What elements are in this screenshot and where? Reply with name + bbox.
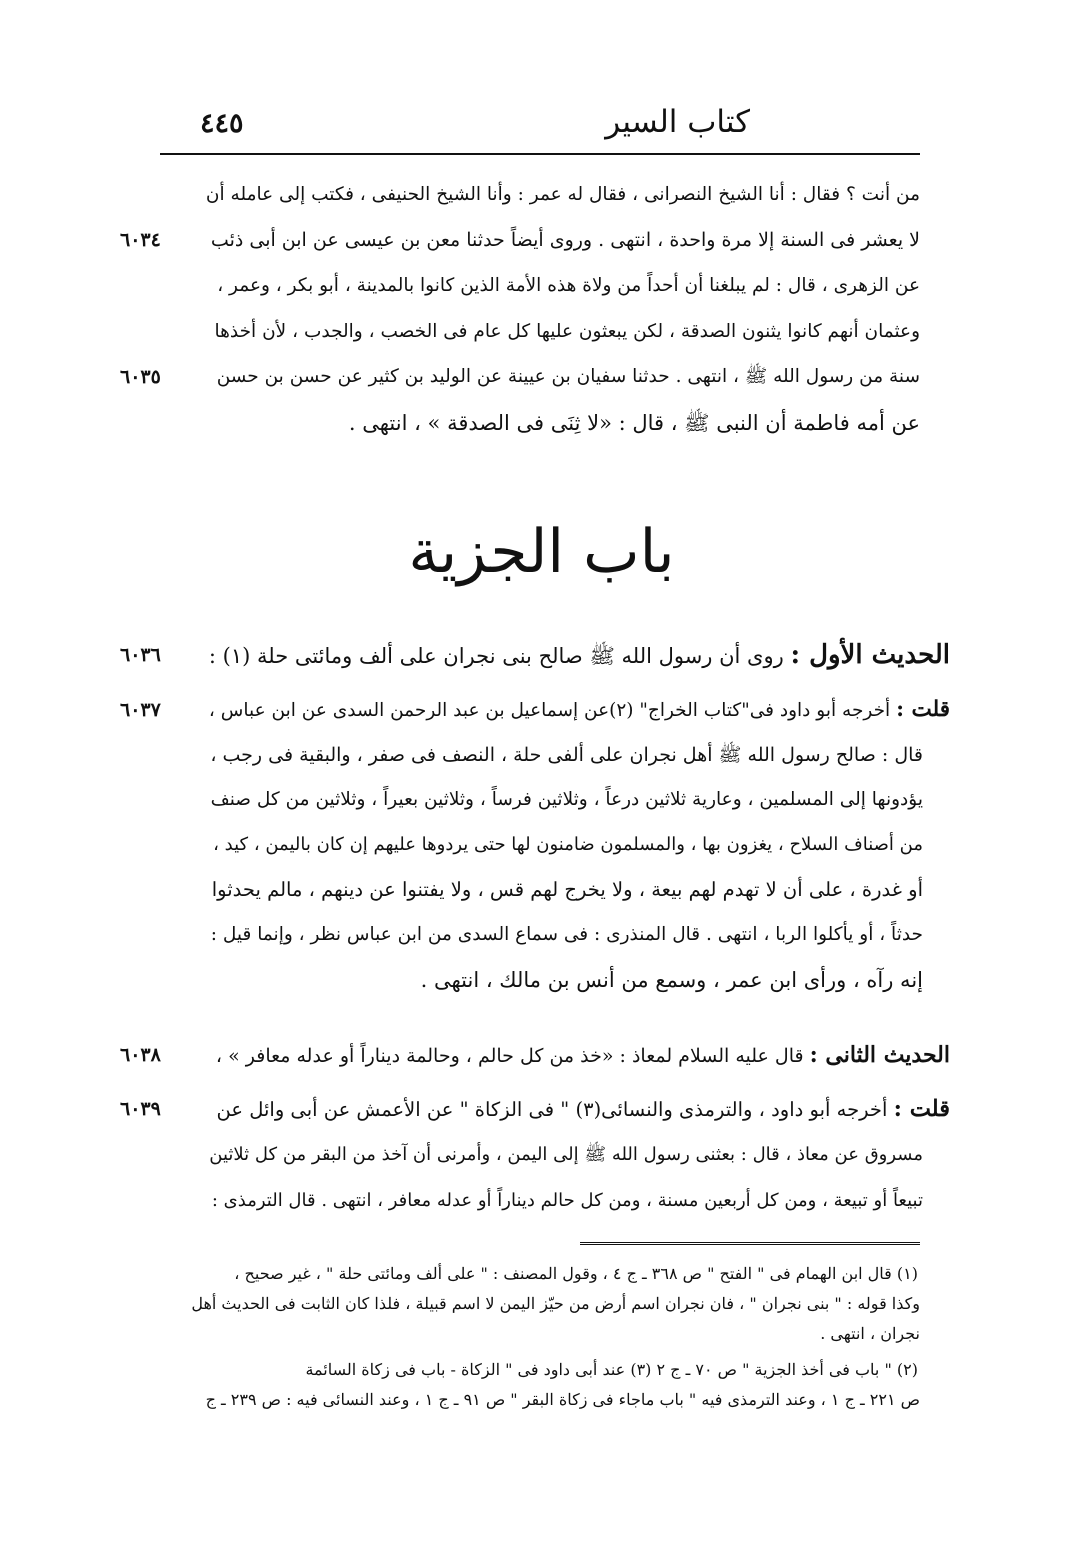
intro-line-6: عن أمه فاطمة أن النبى ﷺ ، قال : «لا ثِنَى فى الصدقة » ، انتهى . [348, 411, 920, 435]
intro-line-2: لا يعشر فى السنة إلا مرة واحدة ، انتهى . وروى أيضاً حدثنا معن بن عيسى عن ابن أبى ذئب [210, 229, 920, 251]
hadith-1-text: روى أن رسول الله ﷺ صالح بنى نجران على ألف ومائتى حلة (١) : [208, 644, 791, 668]
header-rule [160, 153, 920, 155]
hadith-number: ٦٠٣٩ [120, 1098, 161, 1120]
qult-1-line: يؤدونها إلى المسلمين ، وعارية ثلاثين درعاً ، وثلاثين فرساً ، وثلاثين بعيراً ، وثلاثين من كل صنف [210, 789, 923, 810]
hadith-2-line [216, 1040, 950, 1071]
intro-line-1: من أنت ؟ فقال : أنا الشيخ النصرانى ، فقال له عمر : وأنا الشيخ الحنيفى ، فكتب إلى عامله أن [205, 184, 920, 205]
page-number: ٤٤٥ [200, 108, 244, 139]
footnote-line: وكذا قوله : " بنى نجران " ، فان نجران اسم أرض من حيّز اليمن لا اسم قبيلة ، فلذا كان الثابت فى الحديث أهل [191, 1294, 920, 1313]
hadith-number: ٦٠٣٦ [120, 644, 161, 666]
qult-2-line: تبيعاً أو تبيعة ، ومن كل أربعين مسنة ، ومن كل حالم ديناراً أو عدله معافر ، انتهى . قال الترمذى : [211, 1190, 923, 1211]
qult-1-line: أو غدرة ، على أن لا تهدم لهم بيعة ، ولا يخرج لهم قس ، ولا يفتنوا عن دينهم ، مالم يحدثوا [211, 878, 923, 901]
hadith-number: ٦٠٣٤ [120, 229, 161, 251]
footnote-line: (١) قال ابن الهمام فى " الفتح " ص ٣٦٨ ـ ج ٤ ، وقول المصنف : " على ألف ومائتى حلة " ، غير صحيح ، [234, 1264, 918, 1283]
book-title: كتاب السير [605, 104, 750, 140]
intro-line-5: سنة من رسول الله ﷺ ، انتهى . حدثنا سفيان بن عيينة عن الوليد بن كثير عن حسن بن حسن [216, 366, 920, 387]
footnote-line: ص ٢٢١ ـ ج ١ ، وعند الترمذى فيه " باب ماجاء فى زكاة البقر " ص ٩١ ـ ج ١ ، وعند النسائى فيه : ص ٢٣٩ ـ ج [205, 1390, 920, 1409]
qult-1-line: من أصناف السلاح ، يغزون بها ، والمسلمون ضامنون لها حتى يردوها عليهم إن كان باليمن ، كيد ، [213, 834, 923, 855]
page-header [160, 104, 920, 148]
qult-2-first-text: أخرجه أبو داود ، والترمذى والنسائى(٣) " فى الزكاة " عن الأعمش عن أبى وائل عن [216, 1098, 894, 1121]
hadith-1-lead: الحديث الأول : [790, 640, 950, 670]
hadith-number: ٦٠٣٥ [120, 366, 161, 388]
footnote-line: (٢) " باب فى أخذ الجزية " ص ٧٠ ـ ج ٢ (٣) عند أبى داود فى " الزكاة - باب فى زكاة السائمة [305, 1360, 918, 1379]
footnote-rule [580, 1242, 920, 1245]
hadith-number: ٦٠٣٨ [120, 1044, 161, 1066]
qult-1-line: حدثاً ، أو يأكلوا الربا ، انتهى . قال المنذرى : فى سماع السدى من ابن عباس نظر ، وإنما قيل : [210, 924, 923, 945]
intro-line-3: عن الزهرى ، قال : لم يبلغنا أن أحداً من ولاة هذه الأمة الذين كانوا بالمدينة ، أبو بكر ، وعمر ، [217, 275, 920, 296]
qult-2-first-line [217, 1094, 950, 1125]
intro-line-4: وعثمان أنهم كانوا يثنون الصدقة ، لكن يبعثون عليها كل عام فى الخصب ، والجدب ، لأن أخذها [214, 321, 920, 342]
hadith-number: ٦٠٣٧ [120, 699, 161, 721]
qult-1-line: إنه رآه ، ورأى ابن عمر ، وسمع من أنس بن مالك ، انتهى . [420, 968, 923, 992]
hadith-2-lead: الحديث الثانى : [809, 1042, 950, 1068]
qult-2-line: مسروق عن معاذ ، قال : بعثنى رسول الله ﷺ إلى اليمن ، وأمرنى أن آخذ من البقر من كل ثلاثين [209, 1144, 923, 1165]
qult-1-first-line [209, 695, 950, 726]
chapter-title: باب الجزية [408, 517, 675, 587]
hadith-1-line [209, 640, 950, 671]
qult-1-lead: قلت : [896, 697, 950, 722]
hadith-2-text: قال عليه السلام لمعاذ : «خذ من كل حالم ، وحالمة ديناراً أو عدله معافر » ، [215, 1045, 810, 1067]
qult-1-first-text: أخرجه أبو داود فى"كتاب الخراج" (٢)عن إسماعيل بن عبد الرحمن السدى عن ابن عباس ، [208, 700, 897, 721]
qult-2-lead: قلت : [893, 1096, 950, 1122]
qult-1-line: قال : صالح رسول الله ﷺ أهل نجران على ألفى حلة ، النصف فى صفر ، والبقية فى رجب ، [210, 744, 923, 766]
footnote-line: نجران ، انتهى . [820, 1324, 920, 1343]
